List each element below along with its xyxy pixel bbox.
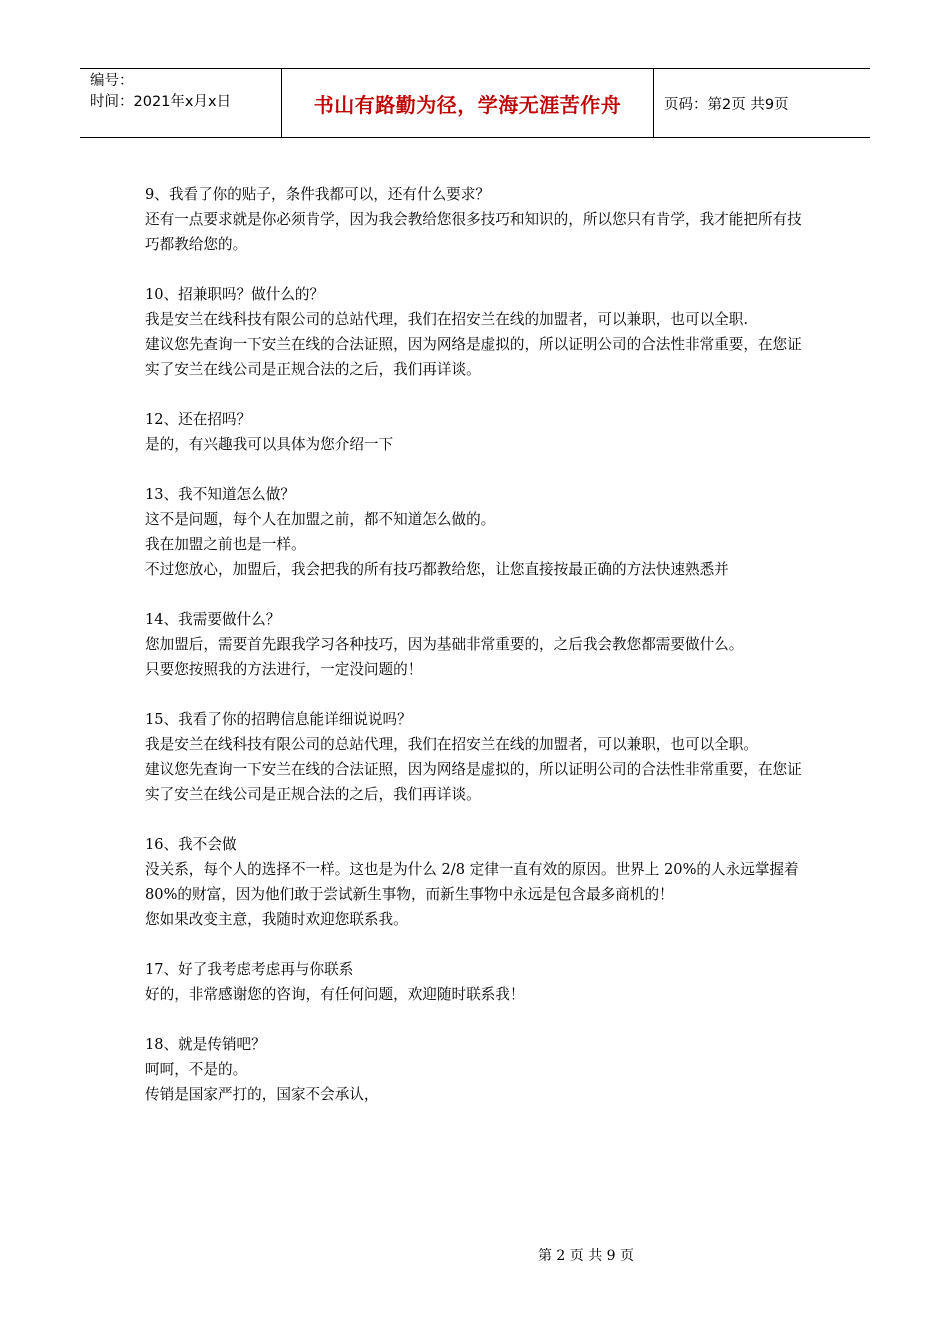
- answer-line: 这不是问题，每个人在加盟之前，都不知道怎么做的。: [145, 511, 496, 528]
- header-meta: [80, 69, 282, 137]
- answer-line: 我是安兰在线科技有限公司的总站代理，我们在招安兰在线的加盟者，可以兼职，也可以全职。: [145, 736, 758, 753]
- question-line: 12、还在招吗？: [145, 411, 252, 428]
- number-label: 编号：: [90, 73, 134, 89]
- qa-block: [145, 282, 810, 382]
- header-motto: 书山有路勤为径，学海无涯苦作舟: [313, 92, 622, 117]
- header-page-info: [654, 69, 870, 137]
- question-line: 17、好了我考虑考虑再与你联系: [145, 961, 354, 978]
- qa-block: [145, 407, 810, 457]
- footer-page-number: 第 2 页 共 9 页: [537, 1248, 635, 1264]
- question-line: 9、我看了你的贴子，条件我都可以，还有什么要求？: [145, 186, 490, 203]
- qa-block: [145, 957, 810, 1007]
- page-footer: [0, 1245, 950, 1265]
- question-line: 13、我不知道怎么做？: [145, 486, 295, 503]
- answer-line: 您如果改变主意，我随时欢迎您联系我。: [145, 911, 408, 928]
- question-line: 14、我需要做什么？: [145, 611, 281, 628]
- answer-line: 建议您先查询一下安兰在线的合法证照，因为网络是虚拟的，所以证明公司的合法性非常重要，在您证实了安兰在线公司是正规合法的之后，我们再详谈。: [145, 336, 802, 378]
- answer-line: 是的，有兴趣我可以具体为您介绍一下: [145, 436, 394, 453]
- answer-line: 没关系，每个人的选择不一样。这也是为什么 2/8 定律一直有效的原因。世界上 20%的人永远掌握着 80%的财富，因为他们敢于尝试新生事物，而新生事物中永远是包含最多商机的！: [145, 861, 799, 903]
- answer-line: 建议您先查询一下安兰在线的合法证照，因为网络是虚拟的，所以证明公司的合法性非常重要，在您证实了安兰在线公司是正规合法的之后，我们再详谈。: [145, 761, 802, 803]
- question-line: 18、就是传销吧？: [145, 1036, 266, 1053]
- qa-block: [145, 707, 810, 807]
- answer-line: 还有一点要求就是你必须肯学，因为我会教给您很多技巧和知识的，所以您只有肯学，我才能把所有技巧都教给您的。: [145, 211, 802, 253]
- qa-block: [145, 832, 810, 932]
- document-body: [145, 182, 810, 1132]
- qa-block: [145, 1032, 810, 1107]
- question-line: 10、招兼职吗？做什么的？: [145, 286, 325, 303]
- answer-line: 您加盟后，需要首先跟我学习各种技巧，因为基础非常重要的，之后我会教您都需要做什么。: [145, 636, 744, 653]
- answer-line: 我在加盟之前也是一样。: [145, 536, 306, 553]
- qa-block: [145, 607, 810, 682]
- answer-line: 只要您按照我的方法进行，一定没问题的！: [145, 661, 423, 678]
- answer-line: 好的，非常感谢您的咨询，有任何问题，欢迎随时联系我！: [145, 986, 525, 1003]
- question-line: 15、我看了你的招聘信息能详细说说吗？: [145, 711, 412, 728]
- time-label: 时间：2021年x月x日: [90, 94, 232, 110]
- answer-line: 不过您放心，加盟后，我会把我的所有技巧都教给您，让您直接按最正确的方法快速熟悉并: [145, 561, 729, 578]
- qa-block: [145, 482, 810, 582]
- header-motto-cell: [282, 69, 654, 137]
- answer-line: 传销是国家严打的，国家不会承认，: [145, 1086, 379, 1103]
- question-line: 16、我不会做: [145, 836, 237, 853]
- page-header: [80, 68, 870, 138]
- answer-line: 我是安兰在线科技有限公司的总站代理，我们在招安兰在线的加盟者，可以兼职，也可以全职.: [145, 311, 748, 328]
- page-info-text: 页码：第2页 共9页: [664, 96, 789, 113]
- answer-line: 呵呵，不是的。: [145, 1061, 248, 1078]
- qa-block: [145, 182, 810, 257]
